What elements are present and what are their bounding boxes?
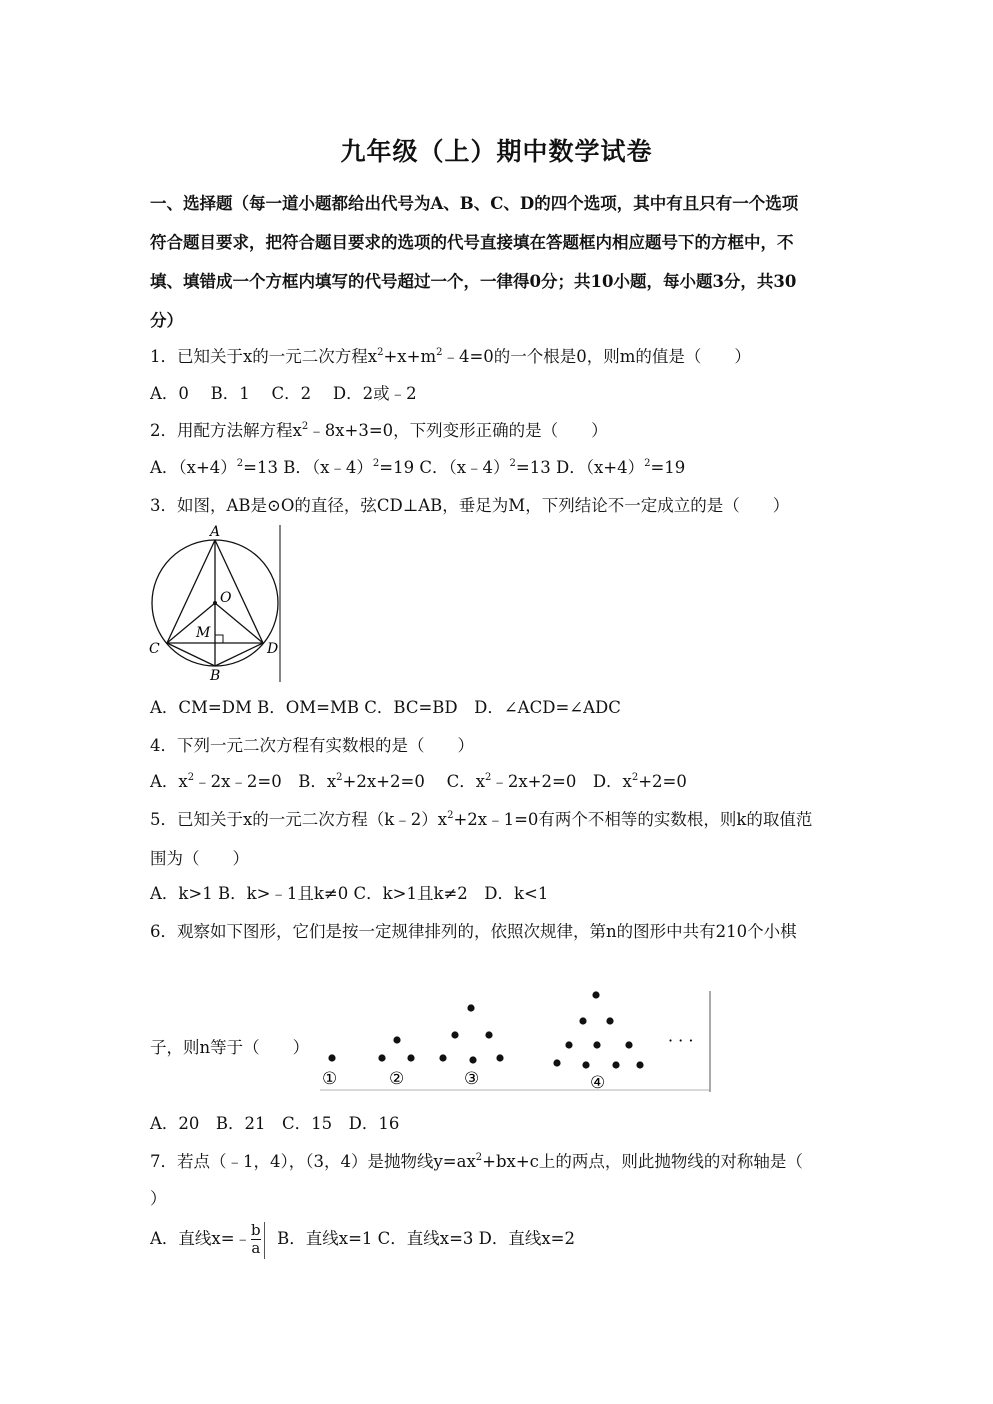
q5-text-post: +2x﹣1=0有两个不相等的实数根，则k的取值范 <box>453 810 813 829</box>
q7-option-a: A．直线x=﹣ <box>150 1229 252 1248</box>
q3-segment-bd <box>215 643 263 666</box>
q1-text-mid: +x+m <box>383 347 437 366</box>
question-2-options <box>150 454 685 478</box>
question-3-options: A．CM=DM B．OM=MB C．BC=BD D．∠ACD=∠ADC <box>150 698 621 717</box>
q2-option-end: =19 <box>650 458 686 477</box>
q4-option-a-post: ﹣2x﹣2=0 B．x <box>194 772 337 791</box>
q6-dot <box>636 1061 643 1068</box>
q6-dot <box>606 1017 613 1024</box>
q2-exp: 2 <box>301 421 309 432</box>
q4-option-c-exp: 2 <box>485 772 492 783</box>
q6-figure-label-4: ④ <box>590 1073 606 1093</box>
q6-dot <box>625 1041 632 1048</box>
q7-text-pre: 7．若点（﹣1，4），（3，4）是抛物线y=ax <box>150 1152 476 1171</box>
q4-option-a-exp: 2 <box>187 772 195 783</box>
q7-options-rest: B．直线x=1 C．直线x=3 D．直线x=2 <box>277 1229 576 1248</box>
section-instruction-line-3: 填、填错成一个方框内填写的代号超过一个，一律得0分；共10小题，每小题3分，共30 <box>150 272 797 291</box>
q5-exp: 2 <box>447 810 454 821</box>
q5-text-pre: 5．已知关于x的一元二次方程（k﹣2）x <box>150 810 448 829</box>
q6-dot <box>496 1054 503 1061</box>
q3-center-point <box>213 601 217 605</box>
question-6: 6．观察如下图形，它们是按一定规律排列的，依照次规律，第n的图形中共有210个小棋 <box>150 922 797 941</box>
q1-exp-1: 2 <box>377 347 384 358</box>
q2-option-c: =19 C．（x﹣4） <box>379 458 510 477</box>
q1-exp-2: 2 <box>436 347 443 358</box>
q6-dot-pattern-figure <box>318 988 714 1094</box>
question-1-options: A．0 B．1 C．2 D．2或﹣2 <box>150 384 417 403</box>
q4-option-b-exp: 2 <box>336 772 343 783</box>
q6-dot <box>328 1054 335 1061</box>
q6-ellipsis: · · · <box>668 1031 694 1050</box>
q6-dot <box>407 1054 414 1061</box>
q3-right-angle-mark <box>215 635 223 643</box>
question-5-options: A．k>1 B．k>﹣1且k≠0 C．k>1且k≠2 D．k<1 <box>150 884 549 903</box>
question-4-options <box>150 768 687 792</box>
q3-label-m: M <box>196 625 211 641</box>
q2-text-pre: 2．用配方法解方程x <box>150 421 302 440</box>
q3-label-c: C <box>149 641 160 657</box>
question-1 <box>150 343 751 367</box>
q6-dot <box>565 1041 572 1048</box>
q2-text-post: ﹣8x+3=0，下列变形正确的是（ ） <box>308 421 608 440</box>
q6-dot <box>469 1056 476 1063</box>
question-5 <box>150 806 812 830</box>
q2-option-c-exp: 2 <box>509 458 516 469</box>
q4-option-d-post: +2=0 <box>638 772 687 791</box>
q4-option-c-post: ﹣2x+2=0 D．x <box>491 772 632 791</box>
q3-label-o: O <box>220 590 232 606</box>
q4-option-d-exp: 2 <box>631 772 639 783</box>
q2-option-a-exp: 2 <box>236 458 244 469</box>
q6-dot <box>579 1017 586 1024</box>
q6-dot <box>553 1059 560 1066</box>
q6-dot <box>593 1041 600 1048</box>
q1-text-pre: 1．已知关于x的一元二次方程x <box>150 347 378 366</box>
q6-dot <box>592 991 599 998</box>
q2-option-d: =13 D．（x+4） <box>515 458 645 477</box>
q7-fraction-denominator: a <box>251 1239 261 1257</box>
q6-dot <box>439 1054 446 1061</box>
q3-segment-bc <box>167 643 215 666</box>
question-7-options <box>150 1222 575 1257</box>
q7-text-post: +bx+c上的两点，则此抛物线的对称轴是（ <box>482 1152 803 1171</box>
q6-dot <box>582 1061 589 1068</box>
q4-option-b-post: +2x+2=0 C．x <box>342 772 485 791</box>
q7-fraction <box>251 1222 261 1257</box>
q2-option-d-exp: 2 <box>644 458 651 469</box>
q3-label-a: A <box>210 524 221 540</box>
question-6-line-2: 子，则n等于（ ） <box>150 1038 310 1057</box>
q2-option-b-exp: 2 <box>372 458 380 469</box>
question-5-line-2: 围为（ ） <box>150 849 249 868</box>
q3-label-b: B <box>210 668 221 684</box>
page-title: 九年级（上）期中数学试卷 <box>340 137 653 166</box>
q7-fraction-numerator: b <box>251 1221 261 1239</box>
q6-dot <box>612 1061 619 1068</box>
section-instruction-line-4: 分） <box>150 311 183 330</box>
q6-figure-label-2: ② <box>389 1069 405 1089</box>
q6-figure-label-1: ① <box>322 1069 338 1089</box>
question-7 <box>150 1148 803 1172</box>
q2-option-a: A．（x+4） <box>150 458 237 477</box>
question-6-options: A．20 B．21 C．15 D．16 <box>150 1114 400 1133</box>
q2-option-b: =13 B．（x﹣4） <box>243 458 373 477</box>
question-7-line-2: ） <box>150 1189 167 1208</box>
q6-dot <box>393 1036 400 1043</box>
question-4: 4．下列一元二次方程有实数根的是（ ） <box>150 736 474 755</box>
q3-label-d: D <box>267 641 279 657</box>
q3-segment-od <box>215 603 263 643</box>
question-2 <box>150 417 608 441</box>
question-3: 3．如图，AB是⊙O的直径，弦CD⊥AB，垂足为M，下列结论不一定成立的是（ ） <box>150 496 790 515</box>
q6-dot <box>467 1004 474 1011</box>
q6-figure-label-3: ③ <box>464 1069 480 1089</box>
section-instruction-line-2: 符合题目要求，把符合题目要求的选项的代号直接填在答题框内相应题号下的方框中，不 <box>150 233 794 252</box>
q6-dot <box>451 1031 458 1038</box>
q3-circle-figure <box>148 522 284 684</box>
q6-dot <box>378 1054 385 1061</box>
q1-text-post: ﹣4=0的一个根是0，则m的值是（ ） <box>442 347 751 366</box>
q4-option-a: A．x <box>150 772 188 791</box>
q6-dot <box>485 1031 492 1038</box>
section-instruction-line-1: 一、选择题（每一道小题都给出代号为A、B、C、D的四个选项，其中有且只有一个选项 <box>150 194 799 213</box>
q7-exp: 2 <box>475 1152 483 1163</box>
